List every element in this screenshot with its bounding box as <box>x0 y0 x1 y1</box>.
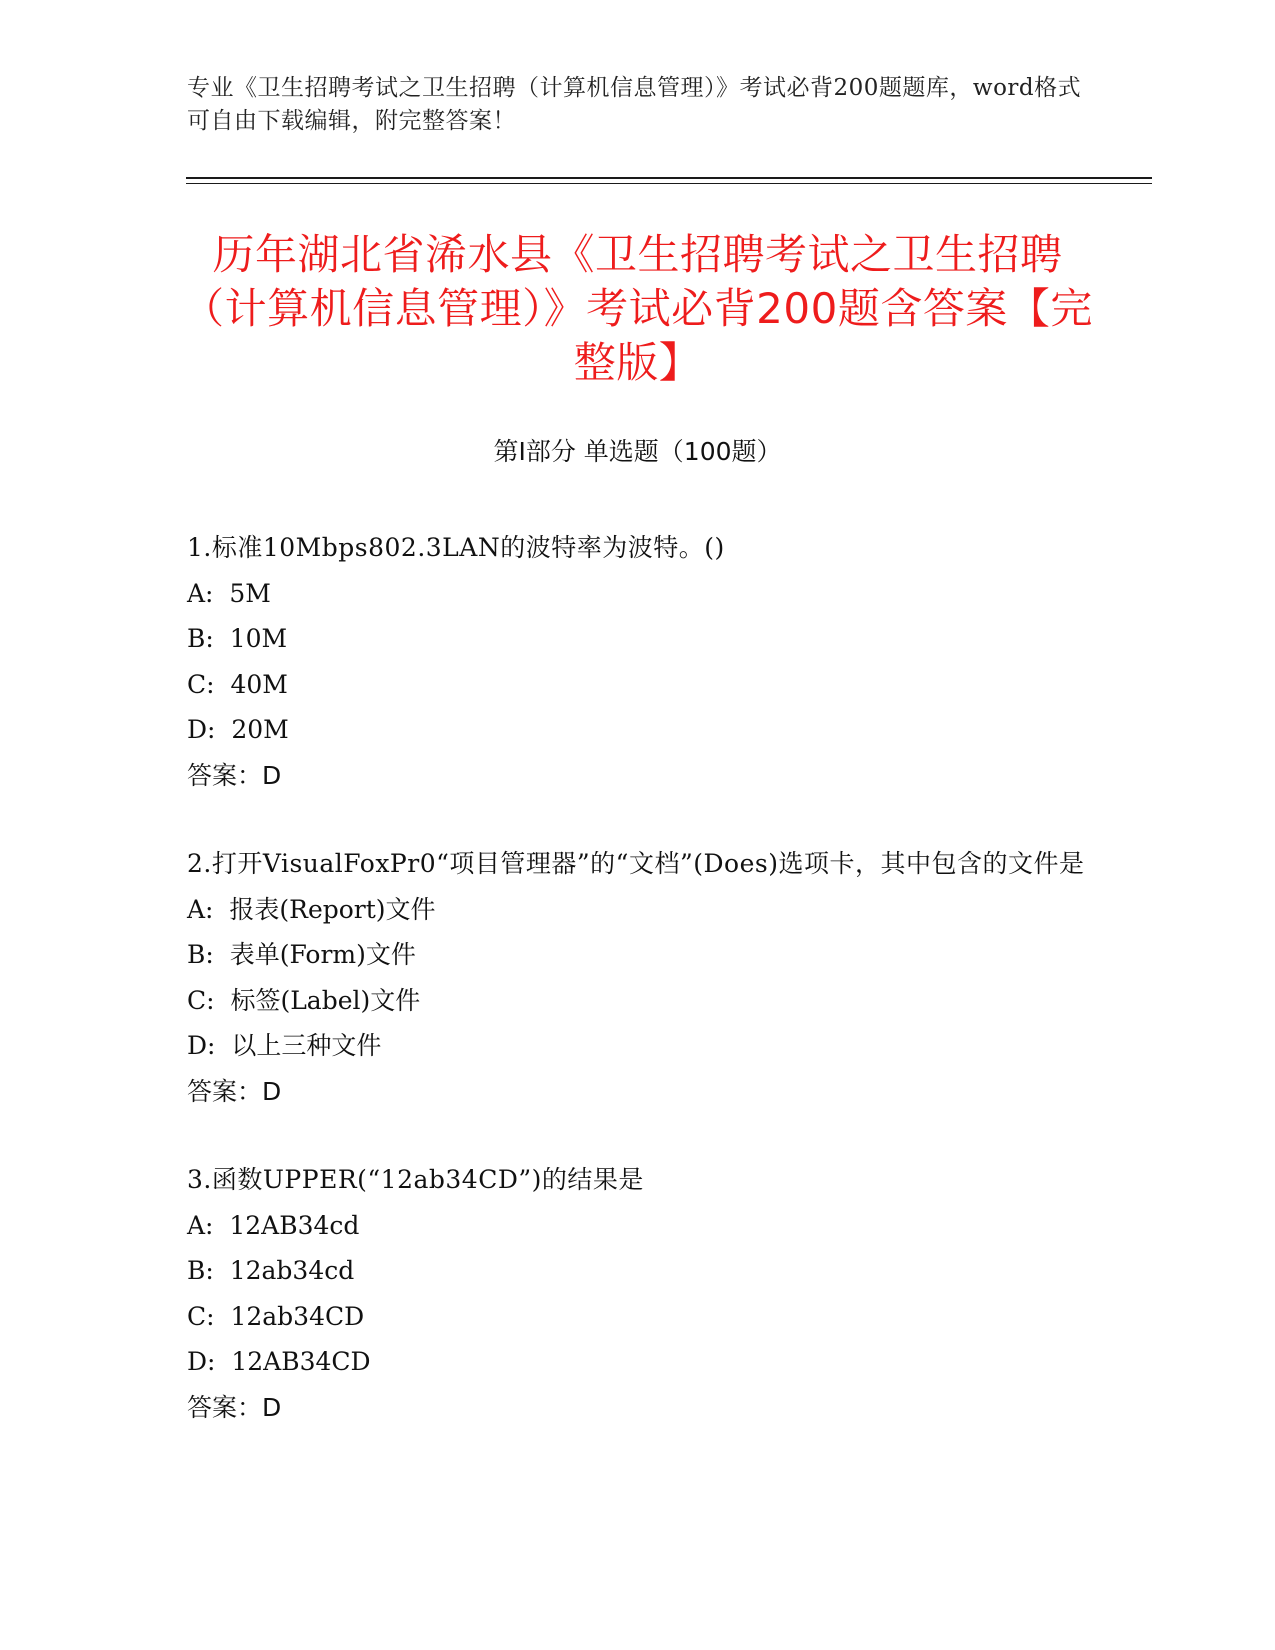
question-stem: 3.函数UPPER(“12ab34CD”)的结果是 <box>187 1165 644 1194</box>
question-item <box>187 525 1087 798</box>
option-d: D: 20M <box>187 715 289 744</box>
question-item <box>187 1157 1087 1430</box>
option-b: B: 12ab34cd <box>187 1256 355 1285</box>
answer-line: 答案：D <box>187 1392 282 1422</box>
option-c: C: 标签(Label)文件 <box>187 985 421 1015</box>
header-rule-thick <box>186 177 1152 179</box>
option-a: A: 12AB34cd <box>187 1210 360 1240</box>
option-b: B: 表单(Form)文件 <box>187 940 416 969</box>
option-a: A: 报表(Report)文件 <box>187 894 436 924</box>
answer-line: 答案：D <box>187 1076 282 1106</box>
section-heading: 第I部分 单选题（100题） <box>493 437 782 466</box>
answer-line: 答案：D <box>187 760 282 790</box>
question-stem: 1.标准10Mbps802.3LAN的波特率为波特。() <box>187 533 725 562</box>
option-c: C: 40M <box>187 669 288 699</box>
header-note: 专业《卫生招聘考试之卫生招聘（计算机信息管理）》考试必背200题题库，word格式可自由下载编辑，附完整答案！ <box>187 75 1082 134</box>
option-d: D: 12AB34CD <box>187 1347 371 1376</box>
header-rule-thin <box>186 183 1152 184</box>
option-b: B: 10M <box>187 624 288 653</box>
question-item <box>187 841 1087 1114</box>
option-d: D: 以上三种文件 <box>187 1031 382 1060</box>
question-stem: 2.打开VisualFoxPr0“项目管理器”的“文档”(Does)选项卡，其中包含的文件是 <box>187 849 1085 878</box>
option-c: C: 12ab34CD <box>187 1301 365 1331</box>
question-list <box>187 525 1087 1473</box>
document-title: 历年湖北省浠水县《卫生招聘考试之卫生招聘（计算机信息管理）》考试必背200题含答案【完整版】 <box>182 230 1093 387</box>
option-a: A: 5M <box>187 578 271 608</box>
